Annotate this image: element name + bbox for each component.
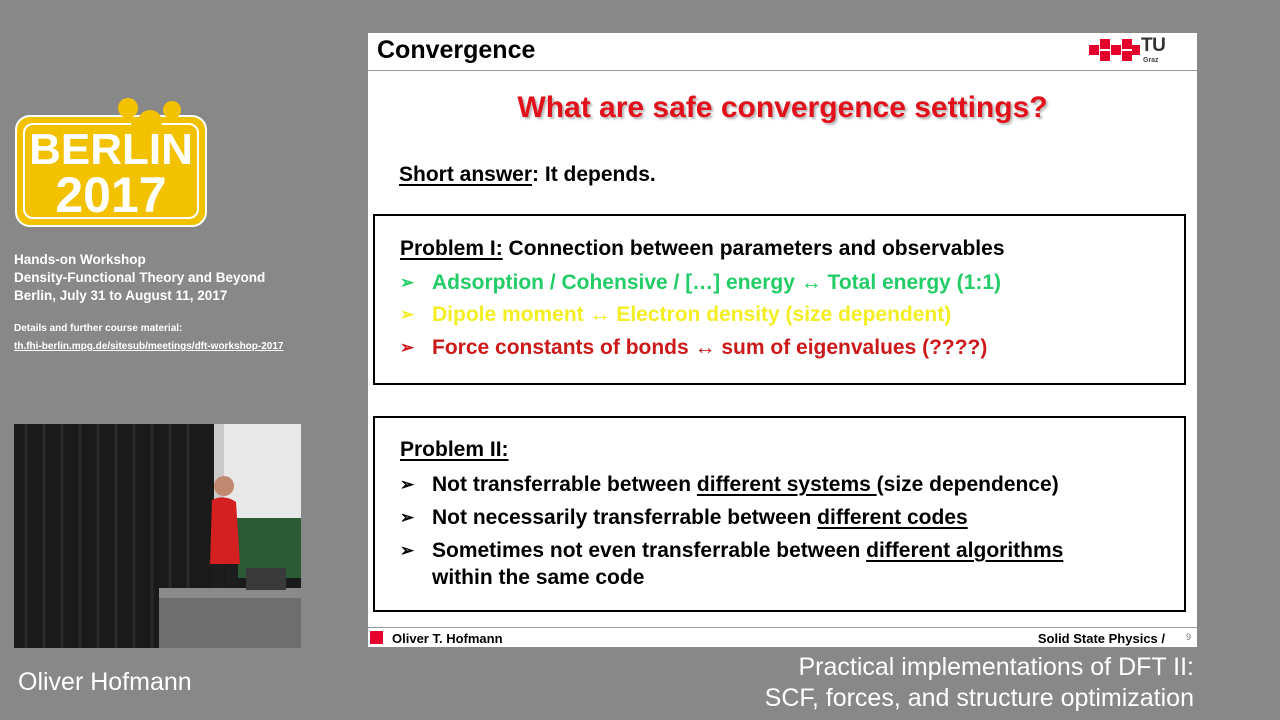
- problem-2-box: [373, 416, 1186, 612]
- talk-title-line-1: Practical implementations of DFT II:: [798, 653, 1194, 681]
- tu-logo-text: TU: [1141, 35, 1166, 56]
- workshop-line-2: Density-Functional Theory and Beyond: [14, 270, 266, 285]
- problem-1-text: Connection between parameters and observables: [502, 237, 1005, 260]
- bullet-arrow-icon: ➢: [400, 475, 415, 494]
- workshop-line-3: Berlin, July 31 to August 11, 2017: [14, 288, 228, 303]
- problem-1-item-text: Adsorption / Cohensive / […] energy ↔ Total energy (1:1): [432, 271, 1002, 294]
- short-answer: [399, 163, 656, 187]
- tu-graz-logo-mark: [1089, 37, 1141, 65]
- bullet-arrow-icon: ➢: [400, 508, 415, 527]
- details-label: Details and further course material:: [14, 323, 183, 334]
- presentation-slide: [368, 33, 1197, 647]
- footer-course: Solid State Physics /: [1037, 631, 1165, 646]
- footer-accent-square: [370, 631, 383, 644]
- problem-1-item-text: Dipole moment ↔ Electron density (size dependent): [432, 303, 952, 326]
- problem-2-item-text: Not necessarily transferrable between different codes: [432, 506, 968, 529]
- problem-1-item: [400, 334, 1160, 361]
- workshop-info: [14, 251, 314, 305]
- speaker-name: Oliver Hofmann: [18, 668, 192, 696]
- talk-title: [765, 652, 1194, 714]
- problem-2-item: [400, 504, 1160, 531]
- bullet-arrow-icon: ➢: [400, 541, 415, 560]
- tu-logo-subtext: Graz: [1143, 57, 1159, 64]
- bullet-arrow-icon: ➢: [400, 273, 415, 292]
- speaker-video-frame: [14, 424, 301, 648]
- problem-2-item: [400, 471, 1160, 498]
- talk-title-line-2: SCF, forces, and structure optimization: [764, 684, 1194, 712]
- problem-1-heading: [400, 237, 1005, 261]
- footer-page-number: 9: [1185, 632, 1191, 642]
- berlin-2017-logo: [14, 96, 210, 228]
- course-details: [14, 320, 314, 356]
- slide-question: What are safe convergence settings?: [517, 91, 1048, 124]
- logo-city-text: BERLIN: [29, 125, 193, 174]
- problem-1-item: [400, 301, 1160, 328]
- problem-2-label: Problem II:: [400, 438, 509, 461]
- footer-author: Oliver T. Hofmann: [392, 631, 503, 646]
- tu-graz-logo: [1089, 37, 1173, 67]
- short-answer-text: : It depends.: [532, 163, 656, 186]
- problem-1-box: [373, 214, 1186, 385]
- problem-2-heading: [400, 438, 509, 462]
- details-link[interactable]: th.fhi-berlin.mpg.de/sitesub/meetings/dft-workshop-2017: [14, 341, 284, 352]
- speaker-video[interactable]: [14, 424, 301, 648]
- short-answer-label: Short answer: [399, 163, 533, 186]
- problem-2-item: [400, 537, 1160, 591]
- bullet-arrow-icon: ➢: [400, 305, 415, 324]
- logo-year-text: 2017: [55, 167, 167, 223]
- problem-1-item-text: Force constants of bonds ↔ sum of eigenvalues (????): [432, 336, 988, 359]
- problem-2-item-text: Not transferrable between different systems (size dependence): [432, 473, 1059, 496]
- workshop-line-1: Hands-on Workshop: [14, 252, 146, 267]
- problem-1-item: [400, 269, 1160, 296]
- slide-footer: [368, 627, 1197, 647]
- slide-title: Convergence: [377, 36, 536, 64]
- problem-2-item-text: Sometimes not even transferrable between different algorithms within the same code: [432, 539, 1064, 589]
- bullet-arrow-icon: ➢: [400, 338, 415, 357]
- problem-1-label: Problem I:: [400, 237, 503, 260]
- slide-header: [368, 33, 1197, 71]
